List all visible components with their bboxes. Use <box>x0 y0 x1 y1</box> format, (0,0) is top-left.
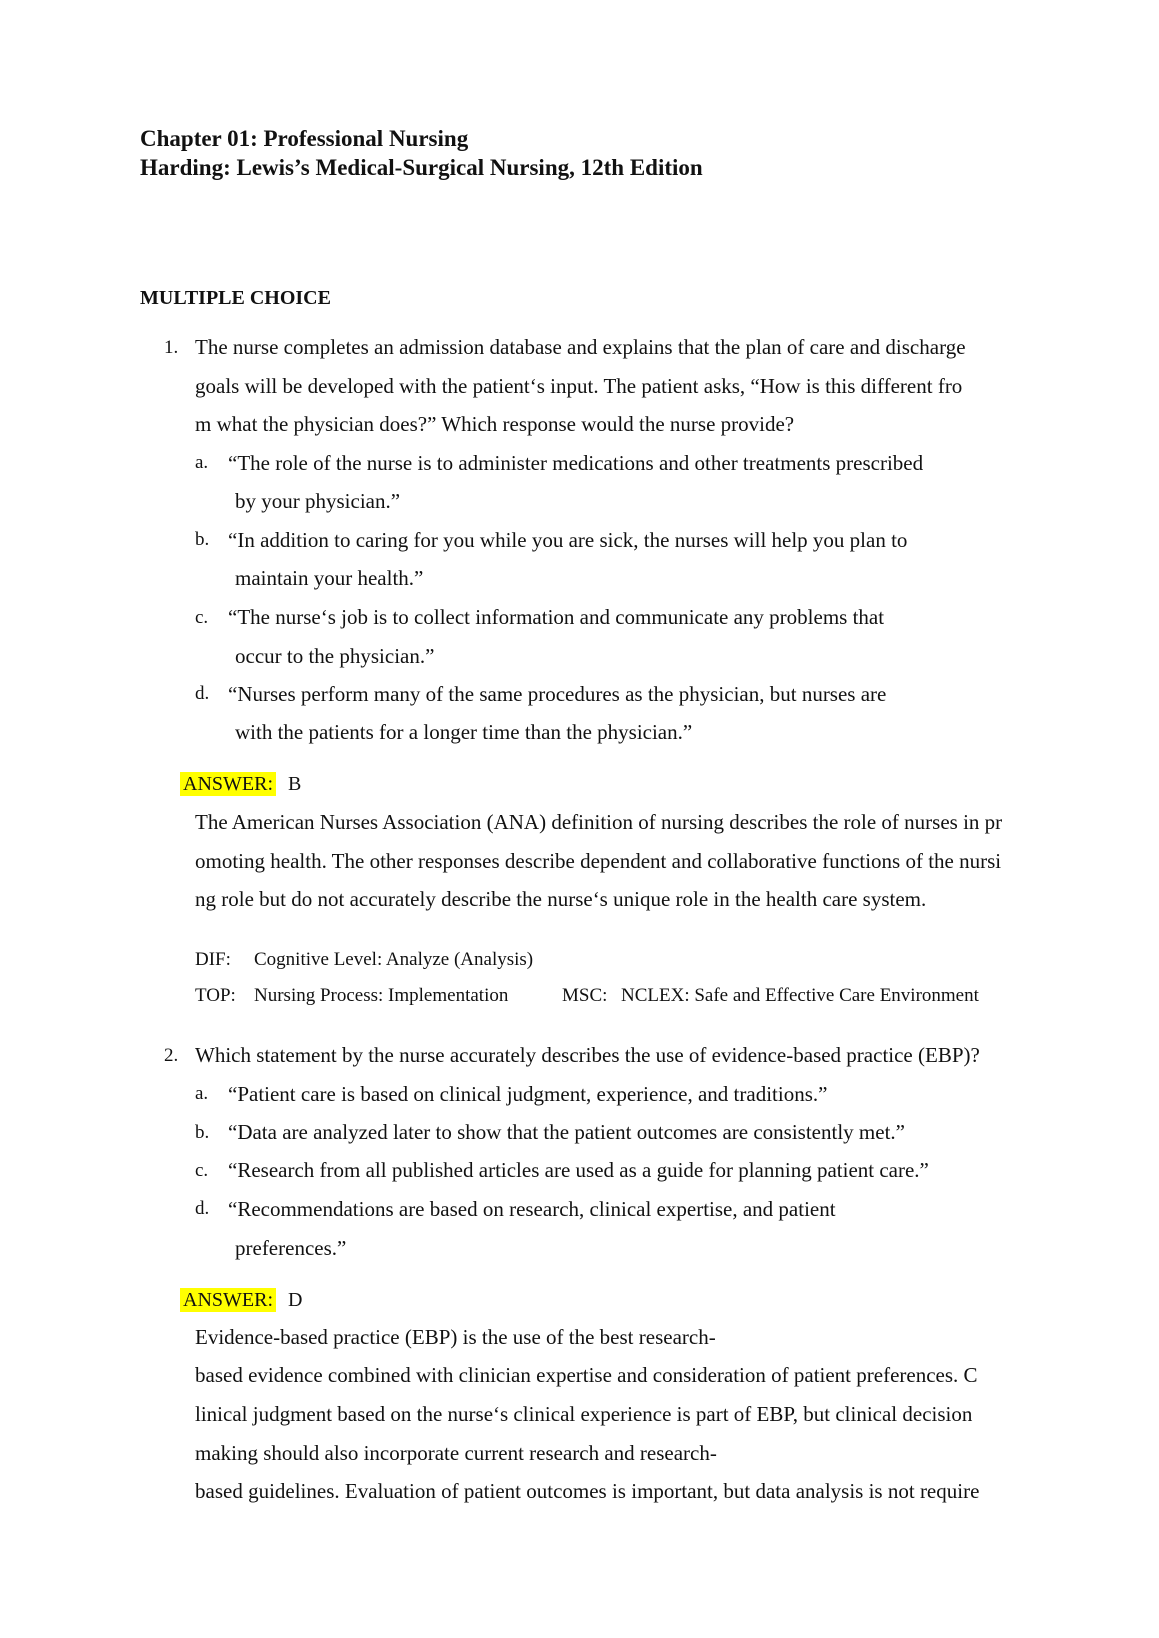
rationale-line: linical judgment based on the nurse‘s clinical experience is part of EBP, but clinical decision <box>195 1402 973 1426</box>
option-c-line: “Research from all published articles are used as a guide for planning patient care.” <box>228 1158 929 1182</box>
option-c-line: “The nurse‘s job is to collect information and communicate any problems that <box>228 605 885 629</box>
option-d-line: with the patients for a longer time than the physician.” <box>235 720 693 744</box>
option-letter: d. <box>195 683 210 704</box>
option-letter: b. <box>195 529 210 550</box>
rationale-line: ng role but do not accurately describe the nurse‘s unique role in the health care system. <box>195 887 927 911</box>
chapter-title: Chapter 01: Professional Nursing <box>140 126 469 151</box>
option-b-line: “In addition to caring for you while you are sick, the nurses will help you plan to <box>228 528 908 552</box>
option-letter: d. <box>195 1198 210 1219</box>
rationale-line: based guidelines. Evaluation of patient outcomes is important, but data analysis is not require <box>195 1479 980 1503</box>
question-stem-line: m what the physician does?” Which response would the nurse provide? <box>195 412 795 436</box>
question-stem-line: Which statement by the nurse accurately describes the use of evidence-based practice (EBP)? <box>195 1043 980 1067</box>
book-title: Harding: Lewis’s Medical-Surgical Nursing, 12th Edition <box>140 155 703 180</box>
option-letter: a. <box>195 1083 209 1104</box>
rationale-line: making should also incorporate current research and research- <box>195 1441 717 1465</box>
option-d-line: preferences.” <box>235 1236 347 1260</box>
option-d-line: “Recommendations are based on research, clinical expertise, and patient <box>228 1197 836 1221</box>
question-number: 1. <box>164 337 179 358</box>
question-stem-line: The nurse completes an admission database and explains that the plan of care and discharge <box>195 335 966 359</box>
top-value: Nursing Process: Implementation <box>254 985 509 1006</box>
document-header <box>140 124 703 182</box>
answer-value: D <box>288 1289 303 1311</box>
question-stem-line: goals will be developed with the patient‘s input. The patient asks, “How is this different fro <box>195 374 963 398</box>
answer-label: ANSWER: <box>180 772 276 796</box>
rationale-line: based evidence combined with clinician expertise and consideration of patient preferences. C <box>195 1363 978 1387</box>
top-label: TOP: <box>195 985 236 1006</box>
rationale-line: The American Nurses Association (ANA) definition of nursing describes the role of nurses in pr <box>195 810 1003 834</box>
option-a-line: “The role of the nurse is to administer medications and other treatments prescribed <box>228 451 924 475</box>
option-c-line: occur to the physician.” <box>235 644 435 668</box>
option-letter: c. <box>195 607 209 628</box>
option-letter: a. <box>195 452 209 473</box>
section-title: MULTIPLE CHOICE <box>140 287 331 309</box>
msc-value: NCLEX: Safe and Effective Care Environment <box>621 985 979 1006</box>
rationale-line: Evidence-based practice (EBP) is the use of the best research- <box>195 1325 716 1349</box>
option-d-line: “Nurses perform many of the same procedures as the physician, but nurses are <box>228 682 887 706</box>
option-a-line: “Patient care is based on clinical judgment, experience, and traditions.” <box>228 1082 828 1106</box>
rationale-line: omoting health. The other responses describe dependent and collaborative functions of the nursi <box>195 849 1002 873</box>
dif-value: Cognitive Level: Analyze (Analysis) <box>254 949 534 970</box>
msc-label: MSC: <box>562 985 608 1006</box>
answer-row <box>180 773 301 796</box>
option-b-line: maintain your health.” <box>235 566 424 590</box>
question-number: 2. <box>164 1045 179 1066</box>
answer-value: B <box>288 773 302 795</box>
dif-label: DIF: <box>195 949 231 970</box>
answer-label: ANSWER: <box>180 1288 276 1312</box>
answer-row <box>180 1289 302 1312</box>
option-b-line: “Data are analyzed later to show that the patient outcomes are consistently met.” <box>228 1120 905 1144</box>
option-letter: c. <box>195 1160 209 1181</box>
option-a-line: by your physician.” <box>235 489 401 513</box>
option-letter: b. <box>195 1122 210 1143</box>
